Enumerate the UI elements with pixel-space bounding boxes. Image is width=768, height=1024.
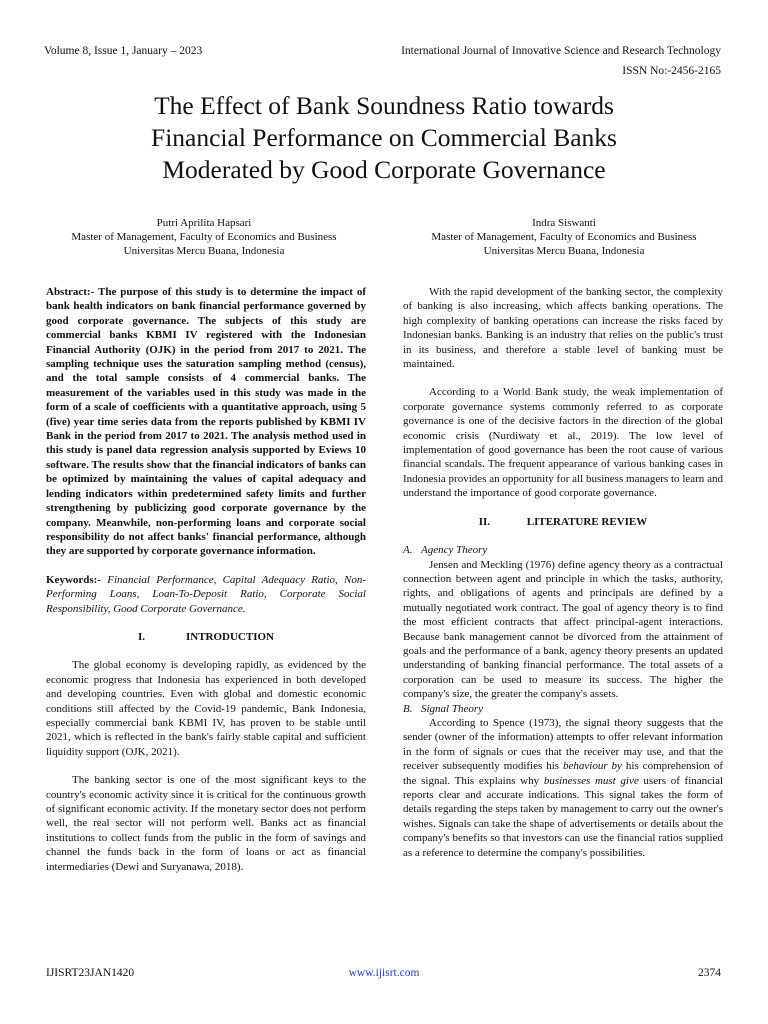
subsection-letter: B. [403,702,413,715]
subsection-heading-signal-theory [403,702,723,716]
left-column [46,285,366,874]
paragraph: According to a World Bank study, the weak implementation of corporate governance systems commonly referred to as corporate governance is one of the decisive factors in the direction of the global economic crisis (Nurdiwaty et al., 2019). The low level of implementation of good governance has been the root cause of various financial scandals. The frequent appearance of various banking cases in Indonesia provides an opportunity for all business managers to learn and understand the importance of good corporate governance. [403,386,723,500]
paragraph: With the rapid development of the banking sector, the complexity of banking is also increasing, which affects banking operations. The high complexity of banking operations can increase the risks faced by Indonesian banks. Banking is an industry that relies on the public's trust in its business, and therefore a stable level of banking must be maintained. [403,286,723,371]
subsection-title: Agency Theory [421,544,488,557]
author-university: Universitas Mercu Buana, Indonesia [483,245,645,257]
author-affiliation: Master of Management, Faculty of Economics and Business [431,231,697,243]
text-run: his comprehension of the signal. This explains why [403,760,723,787]
volume-info: Volume 8, Issue 1, January – 2023 [44,45,203,57]
section-heading-literature-review [403,515,723,529]
author-name: Indra Siswanti [532,217,596,229]
article-code: IJISRT23JAN1420 [46,967,135,979]
paragraph: The banking sector is one of the most significant keys to the country's economic activity since it is critical for the continuous growth of significant economic activity. If the monetary sector does not perform well, the real sector will not perform well. Banks act as financial institutions to collect funds from the public in the form of savings and channel the funds back in the form of loans or act as financial intermediaries (Dewi and Suryanawa, 2018). [46,774,366,873]
title-line: Financial Performance on Commercial Banks [151,123,617,152]
paragraph: Jensen and Meckling (1976) define agency theory as a contractual connection between agent and principle in which the tasks, authority, rights, and obligations of agents and principals are defined by a mutually negotiated work contract. The goal of agency theory is to find the most efficient contracts that affect principal-agent interactions. Because bank management cannot be divorced from the attainment of goals and the performance of a bank, agency theory presents an updated understanding of banking financial performance. The total assets of a corporation can be used to measure its success. The higher the company's size, the greater the company's assets. [403,558,723,701]
author-university: Universitas Mercu Buana, Indonesia [123,245,285,257]
italic-run: behaviour by [563,760,622,773]
keywords [46,573,366,616]
paragraph: The global economy is developing rapidly, as evidenced by the economic progress that Indonesia has experienced in both developed and developing countries. Even with global and domestic economic conditions still affected by the Covid-19 pandemic, Bank Indonesia, especially commercial bank KBMI IV, has proven to be stable until 2021, which is reflected in the bank's fairly stable capital and sufficient liquidity support (OJK, 2021). [46,659,366,758]
paper-title [40,90,728,186]
website-link[interactable]: www.ijisrt.com [348,967,420,979]
subsection-heading-agency-theory [403,543,723,557]
author-block-1 [44,216,364,258]
section-heading-introduction [46,630,366,644]
section-title: LITERATURE REVIEW [526,515,648,528]
journal-name: International Journal of Innovative Science and Research Technology [401,45,721,57]
section-number: II. [478,515,491,528]
text-run: users of financial reports clear and accurate indications. This signal takes the form of details regarding the steps taken by management to carry out the owner's wishes. Signals can take the shape of advertisements or details about the company's benefits so that investors can use the financial ratios supplied as a reference to determine the company's possibilities. [403,774,724,859]
issn: ISSN No:-2456-2165 [622,65,721,77]
abstract [46,285,366,559]
section-number: I. [137,630,146,643]
author-affiliation: Master of Management, Faculty of Economics and Business [71,231,337,243]
keywords-text: Financial Performance, Capital Adequacy Ratio, Non-Performing Loans, Loan-To-Deposit Ratio, Corporate Social Responsibility, Good Corporate Governance. [46,573,367,615]
page-number: 2374 [698,967,721,979]
right-column [403,285,723,860]
subsection-title: Signal Theory [421,702,484,715]
subsection-letter: A. [403,544,413,557]
abstract-label: Abstract:- [46,286,95,298]
italic-run: businesses must give [543,774,639,787]
title-line: Moderated by Good Corporate Governance [162,155,606,184]
author-name: Putri Aprilita Hapsari [156,217,252,229]
keywords-label: Keywords:- [46,573,101,586]
title-line: The Effect of Bank Soundness Ratio towards [154,91,614,120]
section-title: INTRODUCTION [185,630,274,643]
author-block-2 [404,216,724,258]
abstract-text: The purpose of this study is to determine the impact of bank health indicators on bank financial performance governed by good corporate governance. The subjects of this study are commercial banks KBMI IV registered with the Indonesian Financial Authority (OJK) in the period from 2017 to 2021. The sampling technique uses the saturation sampling method (census), and the total sample consists of 4 commercial banks. The measurement of the variables used in this study was made in the form of a scale of coefficients with a quantitative approach, using 5 (five) year time series data from the reports published by KBMI IV Bank in the period from 2017 to 2021. The analysis method used in this study is panel data regression analysis supported by Eviews 10 software. The results show that the financial indicators of banks can be optimized by maintaining the values of capital adequacy and lending indicators within predetermined safety limits and further strengthening by publicizing good corporate governance by the company. Meanwhile, non-performing loans and corporate social responsibility do not affect banks' financial performance, although they are supported by corporate governance information. [46,286,366,558]
paragraph [403,716,723,860]
text-run: According to Spence (1973), the signal theory suggests that the sender (owner of the information) attempts to offer relevant information in the form of signals or cues that the receiver may use, and that the receiver subsequently modifies his [403,716,723,773]
